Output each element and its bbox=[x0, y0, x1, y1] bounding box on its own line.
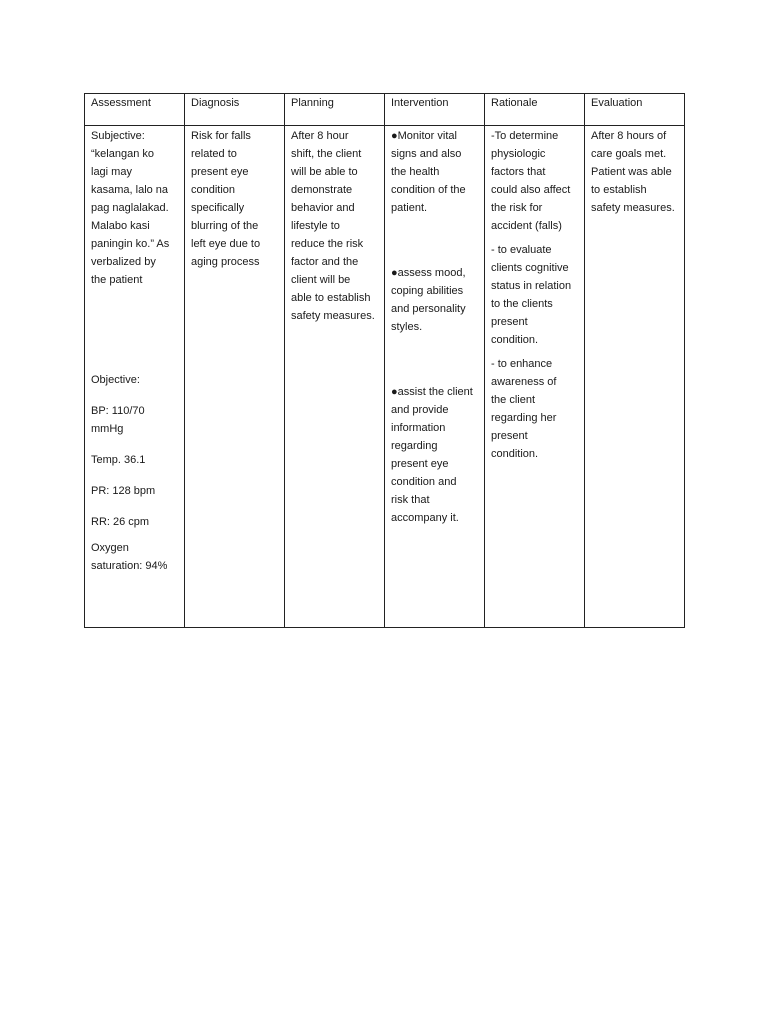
header-assessment: Assessment bbox=[85, 94, 185, 126]
rationale-item-2: - to evaluate clients cognitive status in relation to the clients present condition. bbox=[491, 244, 572, 346]
content-row bbox=[85, 126, 685, 628]
planning-cell bbox=[285, 126, 385, 628]
intervention-cell bbox=[385, 126, 485, 628]
temp-value: Temp. 36.1 bbox=[91, 454, 146, 466]
diagnosis-text: Risk for falls related to present eye condition specifically blurring of the left eye due to aging process bbox=[191, 130, 261, 268]
evaluation-text: After 8 hours of care goals met. Patient was able to establish safety measures. bbox=[591, 130, 675, 214]
planning-text: After 8 hour shift, the client will be able to demonstrate behavior and lifestyle to reduce the risk factor and the client will be able to establish safety measures. bbox=[291, 130, 375, 322]
header-evaluation: Evaluation bbox=[585, 94, 685, 126]
header-rationale: Rationale bbox=[485, 94, 585, 126]
evaluation-cell bbox=[585, 126, 685, 628]
intervention-item-2: ●assess mood, coping abilities and personality styles. bbox=[391, 267, 466, 333]
nursing-care-plan-table bbox=[84, 93, 685, 628]
rr-value: RR: 26 cpm bbox=[91, 516, 150, 528]
header-planning: Planning bbox=[285, 94, 385, 126]
bp-value: BP: 110/70 mmHg bbox=[91, 405, 145, 435]
header-intervention: Intervention bbox=[385, 94, 485, 126]
header-diagnosis: Diagnosis bbox=[185, 94, 285, 126]
rationale-cell bbox=[485, 126, 585, 628]
subjective-text: Subjective: “kelangan ko lagi may kasama, lalo na pag naglalakad. Malabo kasi paningin ko.” As verbalized by the patient bbox=[91, 130, 170, 286]
intervention-item-3: ●assist the client and provide information regarding present eye condition and risk that accompany it. bbox=[391, 386, 473, 524]
pr-value: PR: 128 bpm bbox=[91, 485, 156, 497]
header-row bbox=[85, 94, 685, 126]
rationale-item-3: - to enhance awareness of the client regarding her present condition. bbox=[491, 358, 557, 460]
objective-label: Objective: bbox=[91, 374, 140, 386]
oxygen-value: Oxygen saturation: 94% bbox=[91, 542, 168, 572]
assessment-cell bbox=[85, 126, 185, 628]
intervention-item-1: ●Monitor vital signs and also the health condition of the patient. bbox=[391, 130, 466, 214]
diagnosis-cell bbox=[185, 126, 285, 628]
rationale-item-1: -To determine physiologic factors that could also affect the risk for accident (falls) bbox=[491, 130, 571, 232]
